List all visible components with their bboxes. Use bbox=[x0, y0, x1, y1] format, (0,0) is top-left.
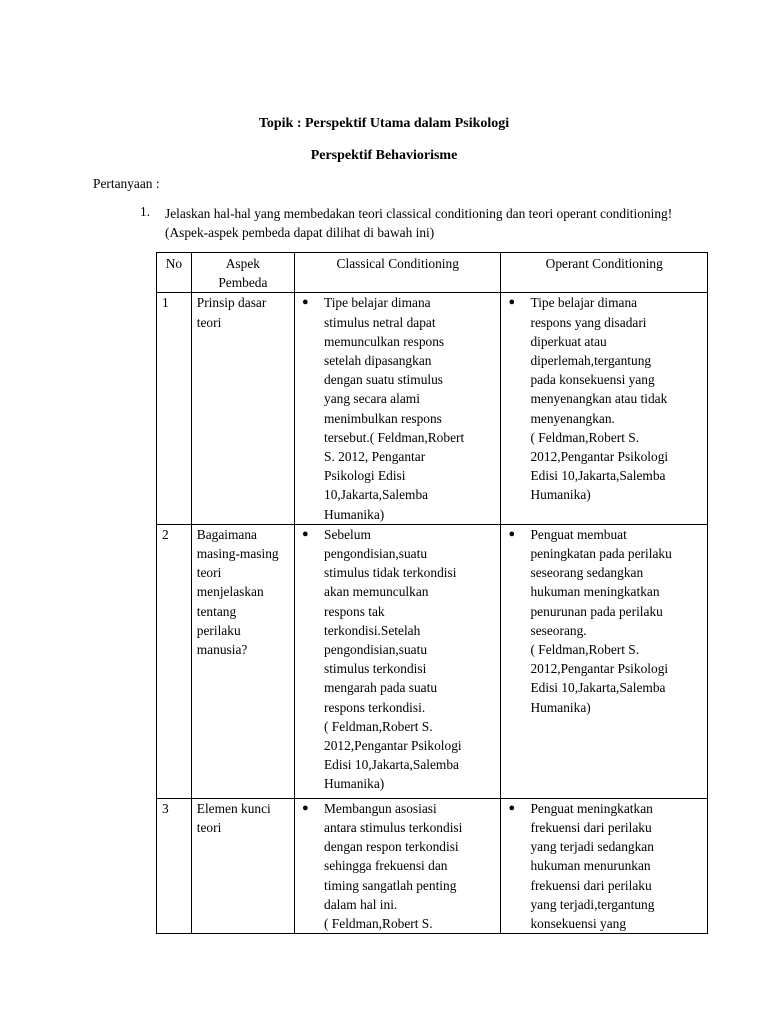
question-number: 1. bbox=[140, 204, 151, 219]
table-header-row bbox=[157, 253, 708, 293]
comparison-table bbox=[156, 252, 708, 934]
question-text: Jelaskan hal-hal yang membedakan teori classical conditioning dan teori operant conditioning!(Aspek-aspek pembeda dapat dilihat di bawah ini) bbox=[165, 206, 673, 240]
cell-aspek: Bagaimana masing-masing teori menjelaskan tentang perilaku manusia? bbox=[191, 524, 294, 798]
cell-operant bbox=[501, 293, 708, 524]
cell-no: 2 bbox=[157, 524, 192, 798]
bullet-icon: ● bbox=[302, 801, 309, 814]
bullet-icon: ● bbox=[508, 801, 516, 814]
table-row bbox=[157, 293, 708, 524]
cell-no: 1 bbox=[157, 293, 192, 524]
table-row bbox=[157, 524, 708, 798]
document-subtitle: Perspektif Behaviorisme bbox=[310, 148, 458, 163]
bullet-icon: ● bbox=[302, 527, 309, 540]
cell-text: Penguat membuat peningkatan pada perilaku seseorang sedangkan hukuman meningkatkan penurunan pada perilaku seseorang. ( Feldman,Robert S. 2012,Pengantar Psikologi Edisi 10,Jakarta,Salemba Humanika) bbox=[530, 526, 672, 715]
cell-classical bbox=[295, 524, 501, 798]
header-aspek: Aspek Pembeda bbox=[191, 253, 294, 293]
header-operant: Operant Conditioning bbox=[501, 253, 708, 293]
bullet-icon: ● bbox=[302, 296, 309, 309]
cell-text: Membangun asosiasi antara stimulus terkondisi dengan respon terkondisi sehingga frekuensi dan timing sangatlah penting dalam hal ini. ( Feldman,Robert S. bbox=[324, 800, 463, 932]
document-title: Topik : Perspektif Utama dalam Psikologi bbox=[258, 116, 510, 131]
cell-operant bbox=[501, 524, 708, 798]
header-no: No bbox=[157, 253, 192, 293]
cell-classical bbox=[295, 293, 501, 524]
cell-classical bbox=[295, 798, 501, 933]
bullet-icon: ● bbox=[508, 296, 516, 309]
cell-text: Tipe belajar dimana stimulus netral dapat memunculkan respons setelah dipasangkan dengan suatu stimulus yang secara alami menimbulkan respons tersebut.( Feldman,Robert S. 2012, Pengantar Psikologi Edisi 10,Jakarta,Salemba Humanika) bbox=[324, 295, 465, 522]
table-row bbox=[157, 798, 708, 933]
cell-no: 3 bbox=[157, 798, 192, 933]
cell-text: Penguat meningkatkan frekuensi dari perilaku yang terjadi sedangkan hukuman menurunkan frekuensi dari perilaku yang terjadi,tergantung konsekuensi yang bbox=[530, 800, 655, 932]
cell-text: Sebelum pengondisian,suatu stimulus tidak terkondisi akan memunculkan respons tak terkondisi.Setelah pengondisian,suatu stimulus terkondisi mengarah pada suatu respons terkondisi. ( Feldman,Robert S. 2012,Pengantar Psikologi Edisi 10,Jakarta,Salemba Humanika) bbox=[324, 526, 462, 792]
bullet-icon: ● bbox=[508, 527, 516, 540]
cell-text: Tipe belajar dimana respons yang disadari diperkuat atau diperlemah,tergantung pada konsekuensi yang menyenangkan atau tidak menyenangkan. ( Feldman,Robert S. 2012,Pengantar Psikologi Edisi 10,Jakarta,Salemba Humanika) bbox=[530, 295, 669, 503]
header-classical: Classical Conditioning bbox=[295, 253, 501, 293]
section-label: Pertanyaan : bbox=[93, 176, 160, 191]
cell-operant bbox=[501, 798, 708, 933]
cell-aspek: Elemen kunci teori bbox=[191, 798, 294, 933]
cell-aspek: Prinsip dasar teori bbox=[191, 293, 294, 524]
